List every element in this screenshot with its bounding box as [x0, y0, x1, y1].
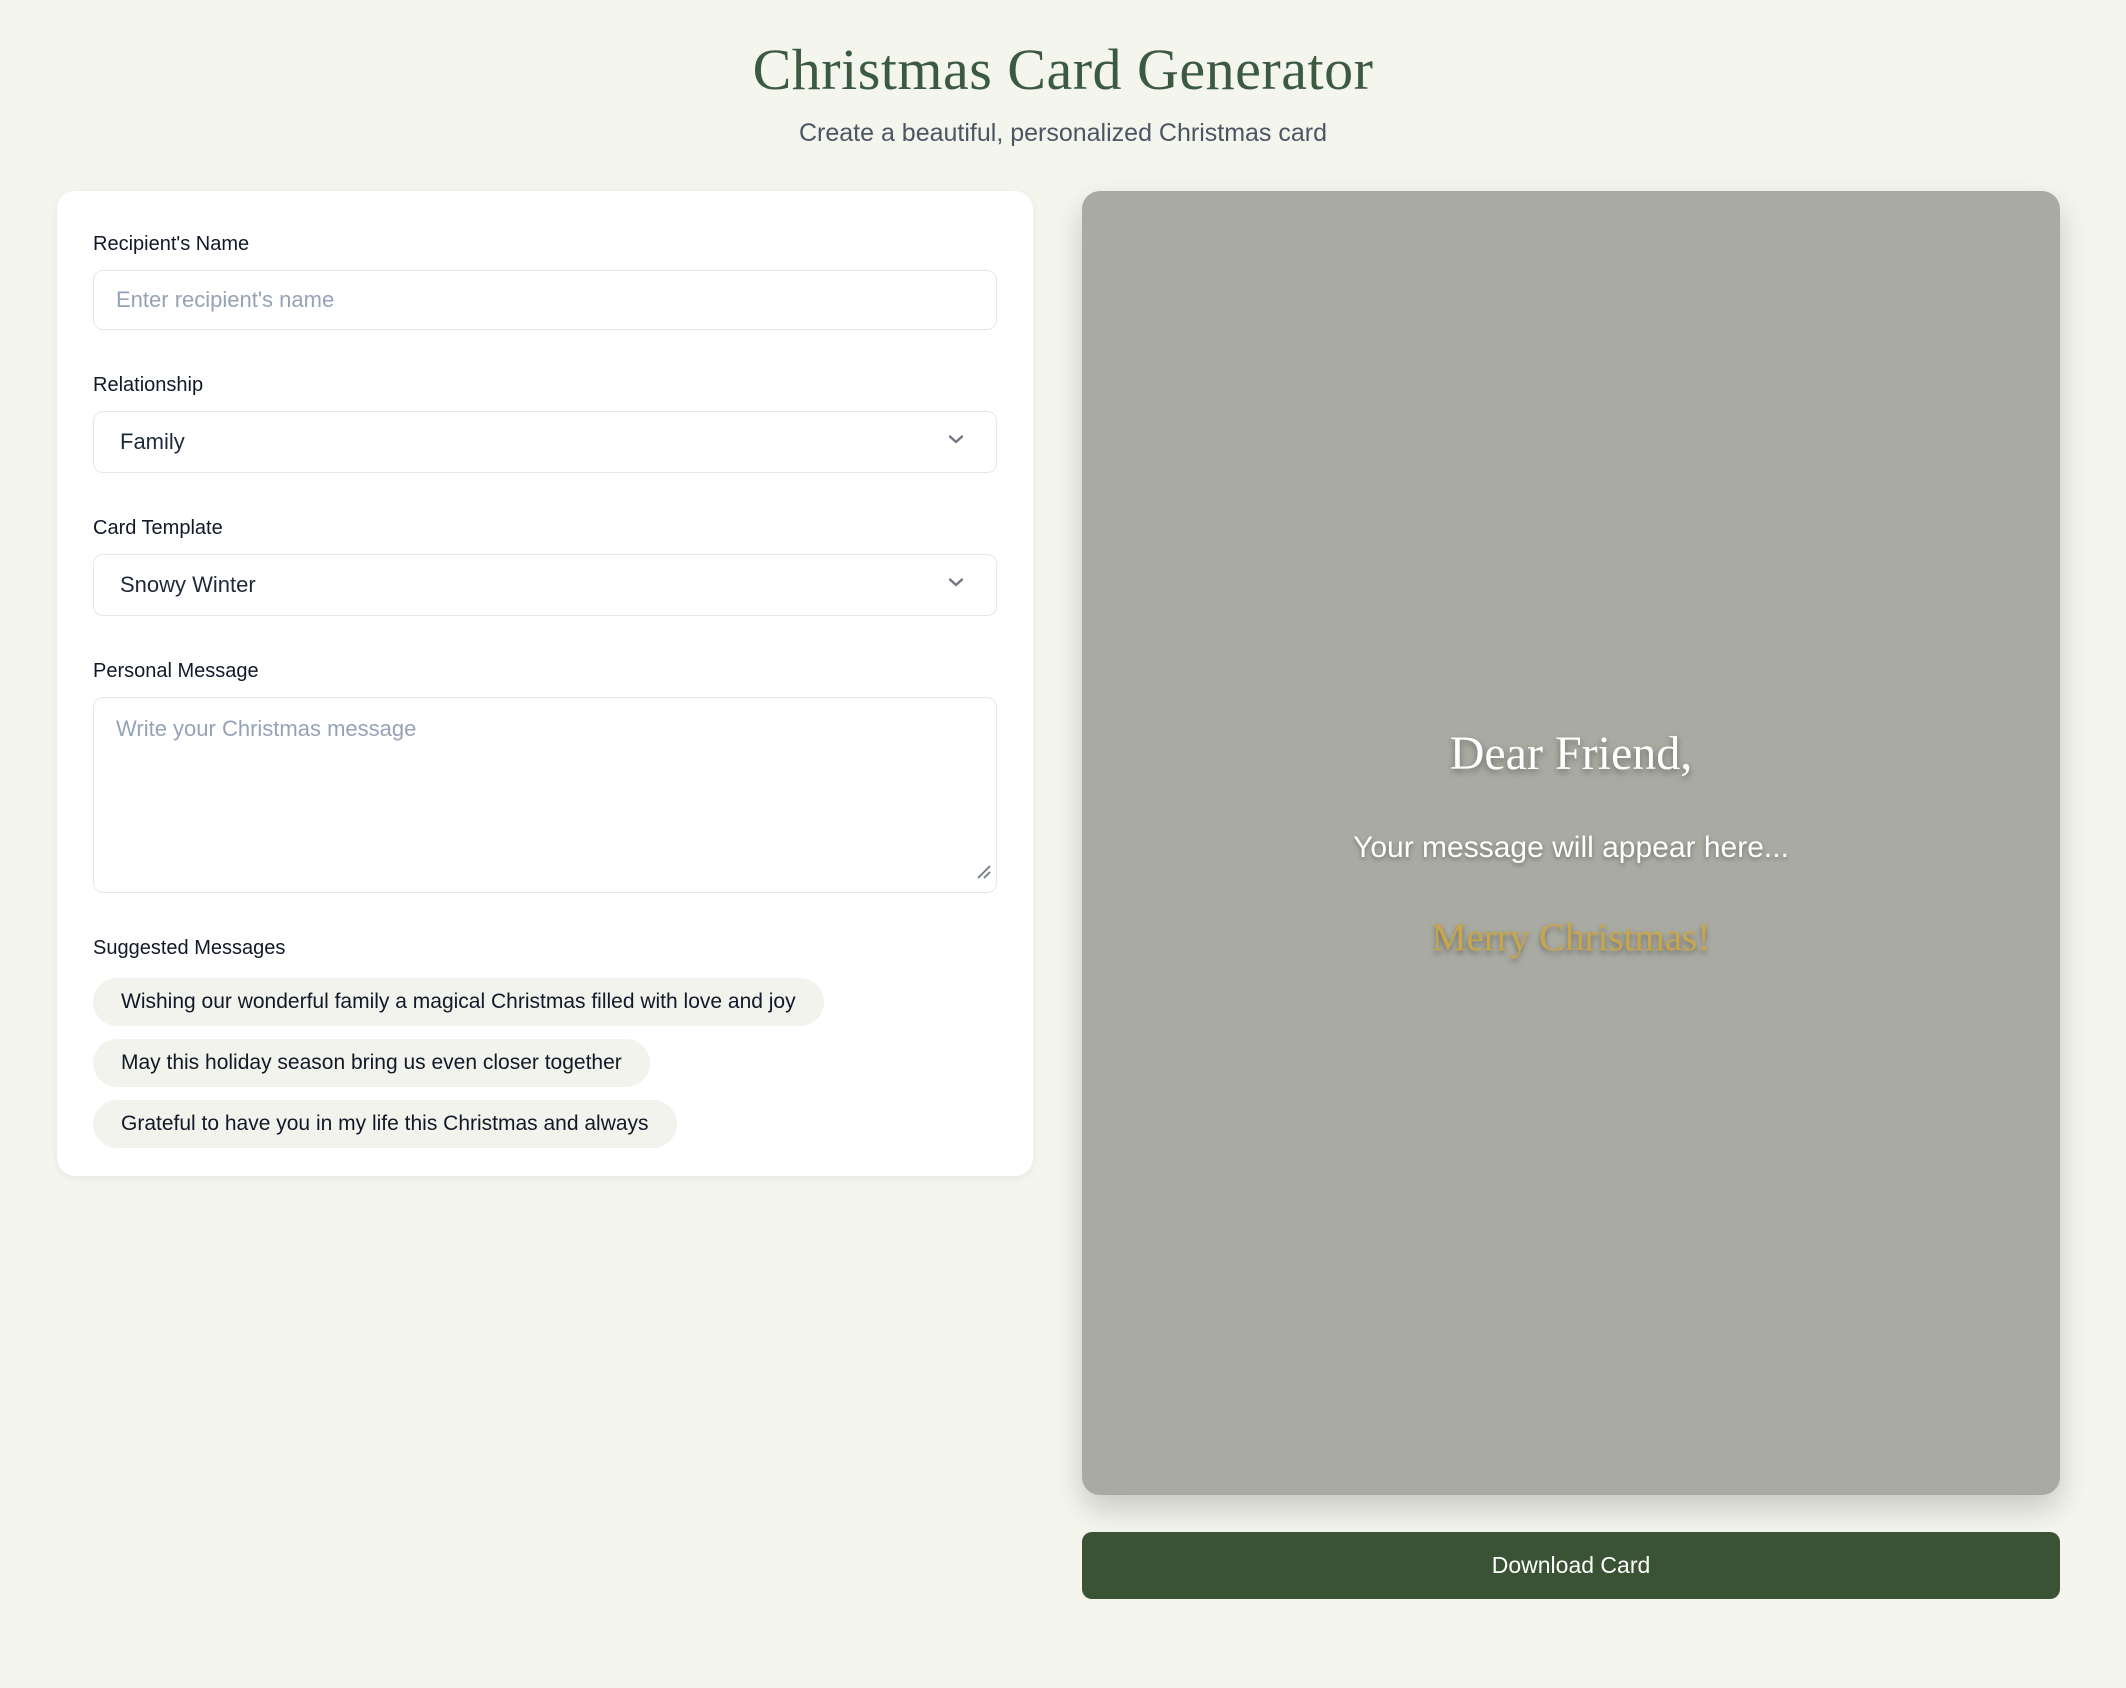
main-content — [0, 191, 2126, 1599]
card-preview — [1082, 191, 2060, 1495]
preview-message: Your message will appear here... — [1353, 831, 1789, 864]
personal-message-field-group — [93, 660, 997, 893]
personal-message-textarea-wrap — [93, 697, 997, 893]
relationship-select[interactable] — [93, 411, 997, 473]
preview-column — [1082, 191, 2060, 1599]
card-template-selected-value: Snowy Winter — [120, 572, 256, 597]
recipient-name-label: Recipient's Name — [93, 233, 250, 255]
chevron-down-icon — [944, 570, 968, 600]
preview-greeting: Dear Friend, — [1449, 727, 1693, 780]
page-subtitle: Create a beautiful, personalized Christmas card — [798, 119, 1328, 147]
page-title: Christmas Card Generator — [752, 37, 1374, 102]
card-template-label: Card Template — [93, 517, 223, 539]
suggested-messages-label: Suggested Messages — [93, 937, 286, 959]
relationship-selected-value: Family — [120, 429, 185, 454]
preview-closing: Merry Christmas! — [1431, 916, 1711, 959]
suggested-messages-group — [93, 937, 997, 1148]
card-form-panel — [57, 191, 1033, 1176]
card-template-field-group — [93, 517, 997, 616]
suggestion-pill[interactable]: Wishing our wonderful family a magical Christmas filled with love and joy — [93, 978, 824, 1026]
resize-handle-icon[interactable] — [976, 864, 992, 885]
suggestion-pill[interactable]: May this holiday season bring us even closer together — [93, 1039, 650, 1087]
relationship-label: Relationship — [93, 374, 204, 396]
suggestion-pill[interactable]: Grateful to have you in my life this Christmas and always — [93, 1100, 677, 1148]
download-card-button[interactable]: Download Card — [1082, 1532, 2060, 1599]
relationship-field-group — [93, 374, 997, 473]
personal-message-label: Personal Message — [93, 660, 259, 682]
recipient-name-field-group — [93, 233, 997, 330]
chevron-down-icon — [944, 427, 968, 457]
recipient-name-input[interactable] — [93, 270, 997, 330]
card-template-select[interactable] — [93, 554, 997, 616]
personal-message-textarea[interactable] — [93, 697, 997, 893]
page-header — [0, 0, 2126, 148]
